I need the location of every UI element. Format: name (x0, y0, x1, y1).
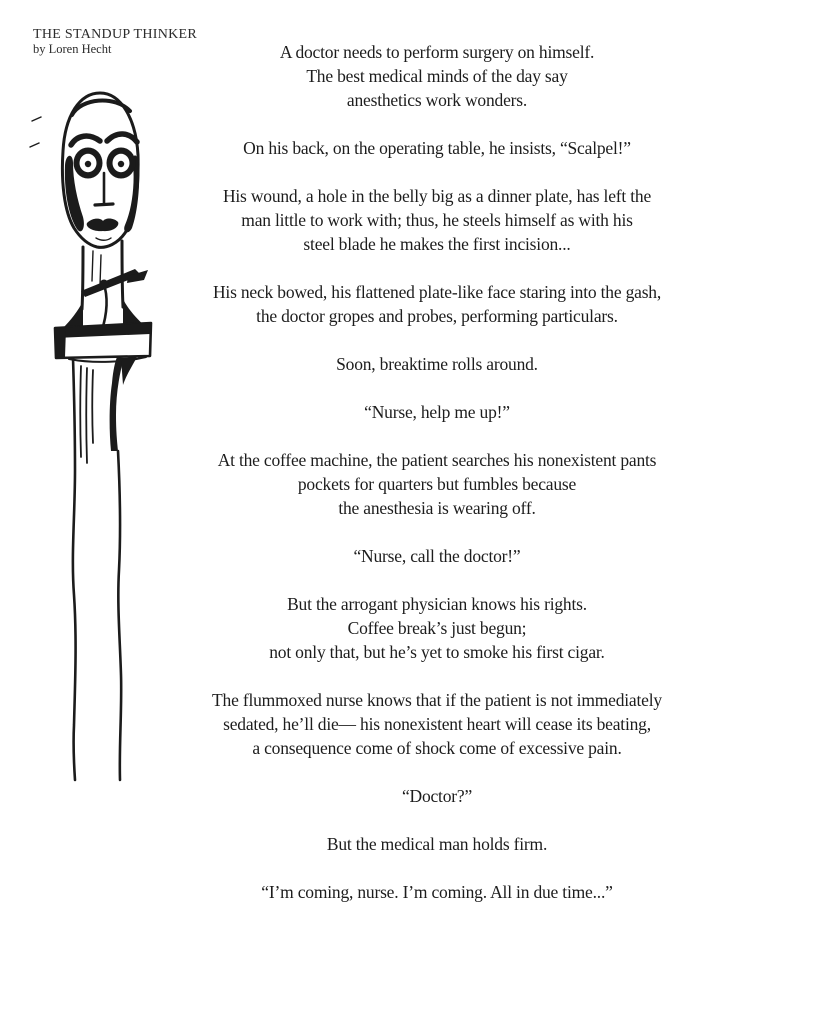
poem-stanza (187, 688, 687, 760)
poem-line: steel blade he makes the first incision... (303, 234, 571, 254)
poem-line: anesthetics work wonders. (346, 90, 528, 110)
poem-line: “Nurse, help me up!” (364, 402, 510, 422)
nose-bar (95, 204, 113, 205)
pedestal-left-cap (56, 328, 66, 358)
poem-line: man little to work with; thus, he steels himself as with his (241, 210, 633, 230)
poem-line: A doctor needs to perform surgery on himself. (279, 42, 595, 62)
poem-line: Coffee break’s just begun; (347, 618, 527, 638)
right-eye-icon (107, 148, 136, 179)
standup-thinker-drawing (25, 85, 195, 790)
poem-stanza (187, 592, 687, 664)
right-undercut-shading (121, 357, 137, 385)
poem-body (187, 40, 687, 928)
bow-band (81, 269, 141, 297)
poem-header (33, 27, 197, 56)
stick-left-edge (73, 358, 76, 780)
poem-stanza (187, 352, 687, 376)
poem-line: But the medical man holds firm. (326, 834, 548, 854)
poem-line: But the arrogant physician knows his rights. (287, 594, 587, 614)
stem-hatching (80, 366, 93, 463)
poem-line: pockets for quarters but fumbles because (297, 474, 577, 494)
poem-stanza (187, 832, 687, 856)
right-shoulder-shading (110, 357, 124, 451)
standup-thinker-illustration (25, 85, 195, 790)
poem-stanza (187, 280, 687, 328)
poem-title: THE STANDUP THINKER (33, 27, 198, 42)
poem-line: the anesthesia is wearing off. (338, 498, 536, 518)
poem-byline: by Loren Hecht (33, 42, 112, 56)
poem-line: a consequence come of shock come of excessive pain. (252, 738, 622, 758)
neck-creases (92, 251, 101, 285)
neck-left-edge (82, 247, 83, 309)
poem-line: The best medical minds of the day say (306, 66, 568, 86)
poem-line: The flummoxed nurse knows that if the patient is not immediately (212, 690, 662, 710)
poem-line: On his back, on the operating table, he insists, “Scalpel!” (243, 138, 631, 158)
stick-right-edge (118, 451, 121, 780)
poem-stanza (187, 136, 687, 160)
poem-stanza (187, 184, 687, 256)
poem-line: “I’m coming, nurse. I’m coming. All in due time...” (261, 882, 613, 902)
tick-marks (30, 117, 41, 147)
poem-line: His neck bowed, his flattened plate-like face staring into the gash, (212, 282, 662, 302)
left-flare-shading (62, 301, 83, 329)
poem-stanza (187, 784, 687, 808)
poem-stanza (187, 40, 687, 112)
poem-line: Soon, breaktime rolls around. (336, 354, 538, 374)
poem-line: “Doctor?” (401, 786, 473, 806)
poem-stanza (187, 448, 687, 520)
poem-stanza (187, 544, 687, 568)
poem-line: “Nurse, call the doctor!” (353, 546, 521, 566)
left-eye-icon (74, 148, 103, 179)
poem-line: not only that, but he’s yet to smoke his first cigar. (269, 642, 605, 662)
poem-line: sedated, he’ll die— his nonexistent heart will cease its beating, (223, 714, 651, 734)
poem-stanza (187, 880, 687, 904)
poem-line: At the coffee machine, the patient searches his nonexistent pants (217, 450, 657, 470)
poem-line: the doctor gropes and probes, performing particulars. (256, 306, 618, 326)
poem-line: His wound, a hole in the belly big as a dinner plate, has left the (222, 186, 652, 206)
poem-stanza (187, 400, 687, 424)
bow-knot (100, 280, 109, 289)
